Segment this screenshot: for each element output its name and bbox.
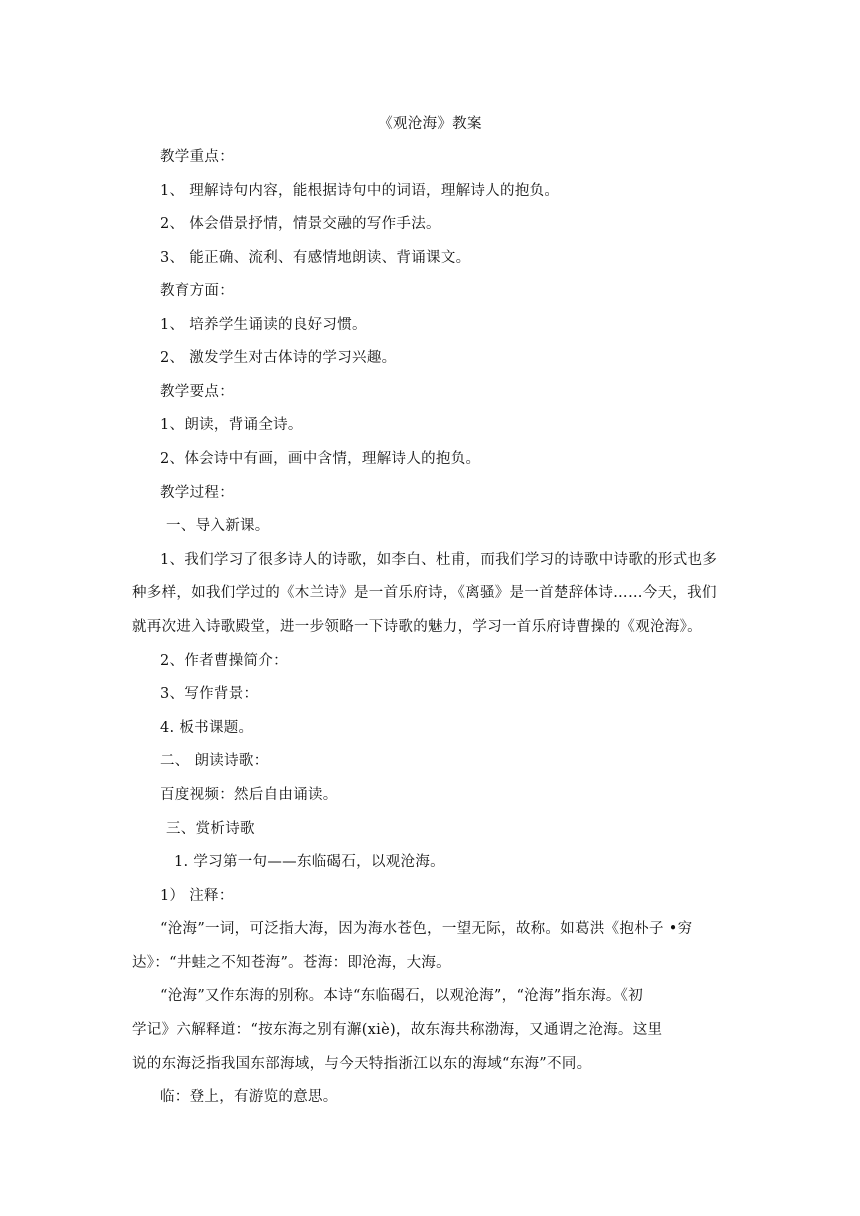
paragraph-line: 学记》六解释道：“按东海之别有澥(xiè)，故东海共称渤海，又通谓之沧海。这里 — [132, 1022, 663, 1038]
subsection-heading: 一、导入新课。 — [166, 518, 270, 534]
list-item: 2、 激发学生对古体诗的学习兴趣。 — [160, 350, 397, 366]
document-title: 《观沧海》教案 — [378, 116, 482, 132]
paragraph-line: 1、我们学习了很多诗人的诗歌，如李白、杜甫，而我们学习的诗歌中诗歌的形式也多 — [160, 552, 718, 568]
subsection-heading: 三、赏析诗歌 — [166, 821, 255, 837]
paragraph-line: 种多样，如我们学过的《木兰诗》是一首乐府诗，《离骚》是一首楚辞体诗……今天，我们 — [132, 585, 717, 601]
list-item: 1. 学习第一句——东临碣石，以观沧海。 — [174, 854, 445, 870]
section-heading-process: 教学过程： — [160, 485, 234, 501]
paragraph-line: 就再次进入诗歌殿堂，进一步领略一下诗歌的魅力，学习一首乐府诗曹操的《观沧海》。 — [132, 619, 702, 635]
paragraph-line: 临：登上，有游览的意思。 — [160, 1089, 338, 1105]
paragraph-line: 百度视频：然后自由诵读。 — [160, 787, 338, 803]
list-item: 1、朗读，背诵全诗。 — [160, 417, 303, 433]
list-item: 1、 培养学生诵读的良好习惯。 — [160, 317, 367, 333]
list-item: 2、作者曹操简介： — [160, 653, 288, 669]
list-item: 2、体会诗中有画，画中含情，理解诗人的抱负。 — [160, 451, 481, 467]
list-item: 4. 板书课题。 — [160, 720, 254, 736]
list-item: 1、 理解诗句内容，能根据诗句中的词语，理解诗人的抱负。 — [160, 183, 560, 199]
paragraph-line: 说的东海泛指我国东部海域，与今天特指浙江以东的海域“东海”不同。 — [132, 1056, 592, 1072]
section-heading-key-points: 教学要点： — [160, 384, 234, 400]
subsection-heading: 二、 朗读诗歌： — [160, 753, 269, 769]
paragraph-line: “沧海”一词，可泛指大海，因为海水苍色，一望无际，故称。如葛洪《抱朴子 •穷 — [160, 921, 693, 937]
list-item: 3、写作背景： — [160, 686, 259, 702]
paragraph-line: 达》：“井蛙之不知苍海”。苍海：即沧海，大海。 — [132, 955, 451, 971]
list-item: 1） 注释： — [160, 888, 234, 904]
paragraph-line: “沧海”又作东海的别称。本诗“东临碣石，以观沧海”，“沧海”指东海。《初 — [160, 988, 644, 1004]
list-item: 2、 体会借景抒情，情景交融的写作手法。 — [160, 216, 441, 232]
list-item: 3、 能正确、流利、有感情地朗读、背诵课文。 — [160, 250, 471, 266]
section-heading-education: 教育方面： — [160, 283, 234, 299]
section-heading-teaching-focus: 教学重点： — [160, 149, 234, 165]
